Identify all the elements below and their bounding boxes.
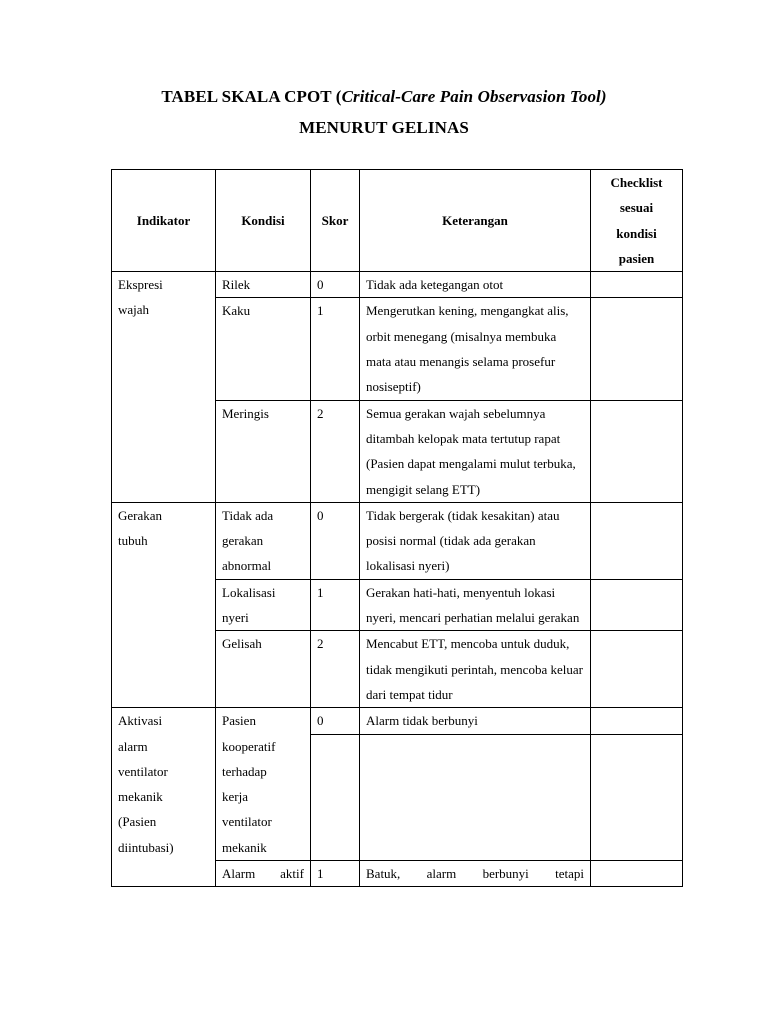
cell-checklist[interactable] [591,631,683,708]
kondisi-line: Pasien [222,713,256,729]
header-keterangan: Keterangan [360,170,591,272]
cell-keterangan: Batuk, alarm berbunyi tetapi [360,861,591,887]
cell-kondisi: Alarm aktif [216,861,311,887]
header-indikator: Indikator [112,170,216,272]
cell-keterangan: Mengerutkan kening, mengangkat alis, orbit menegang (misalnya membuka mata atau menangis selama prosefur nosiseptif) [360,298,591,400]
cell-kondisi [216,272,311,298]
cell-skor: 1 [311,298,360,400]
cell-keterangan-empty [360,735,591,861]
header-checklist [591,170,683,272]
indikator-line: Aktivasi [118,713,163,729]
title-prefix: TABEL SKALA CPOT ( [161,87,342,106]
kondisi-line: ventilator [222,814,272,830]
indikator-line: ventilator [118,763,168,779]
cell-skor: 1 [311,579,360,631]
indikator-line: diintubasi) [118,839,174,855]
kondisi-line: Lokalisasi [222,584,276,600]
cell-skor: 0 [311,502,360,579]
cell-keterangan: Tidak bergerak (tidak kesakitan) atau posisi normal (tidak ada gerakan lokalisasi nyeri) [360,502,591,579]
cell-keterangan: Gerakan hati-hati, menyentuh lokasi nyeri, mencari perhatian melalui gerakan [360,579,591,631]
header-checklist-line: Checklist [610,175,663,190]
kondisi-line: Kaku [222,303,251,319]
table-header-row [112,170,683,272]
indikator-line: (Pasien [118,814,157,830]
kondisi-line: nyeri [222,610,249,626]
header-skor: Skor [311,170,360,272]
indikator-line: tubuh [118,533,148,549]
cell-skor: 2 [311,400,360,502]
kondisi-line: Meringis [222,405,269,421]
header-kondisi: Kondisi [216,170,311,272]
title-italic: Critical-Care Pain Observasion Tool) [341,87,607,106]
cell-skor: 1 [311,861,360,887]
kondisi-line: terhadap [222,763,267,779]
kondisi-line: gerakan [222,533,264,549]
document-title [0,87,768,107]
cell-skor: 2 [311,631,360,708]
header-checklist-line: pasien [618,250,655,266]
cell-checklist[interactable] [591,579,683,631]
cell-checklist[interactable] [591,298,683,400]
cell-indikator [112,708,216,887]
indikator-line: Gerakan [118,507,163,523]
cell-kondisi [216,400,311,502]
cell-kondisi [216,708,311,861]
cell-kondisi [216,502,311,579]
indikator-line: Ekspresi [118,277,163,293]
cell-keterangan: Semua gerakan wajah sebelumnya ditambah kelopak mata tertutup rapat (Pasien dapat mengalami mulut terbuka, mengigit selang ETT) [360,400,591,502]
table-row [112,272,683,298]
cell-checklist[interactable] [591,502,683,579]
table-row [112,708,683,735]
cell-checklist[interactable] [591,735,683,861]
cell-checklist[interactable] [591,861,683,887]
kondisi-line: Tidak ada [222,507,274,523]
document-subtitle: MENURUT GELINAS [299,118,469,137]
cell-keterangan: Tidak ada ketegangan otot [360,272,591,298]
cpot-table [111,169,683,887]
cell-keterangan: Mencabut ETT, mencoba untuk duduk, tidak mengikuti perintah, mencoba keluar dari tempat tidur [360,631,591,708]
cell-skor: 0 [311,708,360,735]
cell-indikator [112,272,216,503]
indikator-line: mekanik [118,789,163,805]
kondisi-line: kerja [222,789,248,805]
kondisi-line: abnormal [222,558,272,574]
header-checklist-line: kondisi [616,225,657,241]
header-checklist-line: sesuai [619,200,654,216]
indikator-line: alarm [118,738,148,754]
kondisi-line: Gelisah [222,636,262,652]
cell-kondisi [216,579,311,631]
indikator-line: wajah [118,302,150,318]
cell-checklist[interactable] [591,272,683,298]
kondisi-line: kooperatif [222,738,276,754]
table-row [112,502,683,579]
kondisi-line: Rilek [222,277,251,293]
cell-keterangan: Alarm tidak berbunyi [360,708,591,735]
cell-skor-empty [311,735,360,861]
cell-skor: 0 [311,272,360,298]
cell-checklist[interactable] [591,708,683,735]
cell-kondisi [216,631,311,708]
cell-kondisi [216,298,311,400]
cell-checklist[interactable] [591,400,683,502]
cell-indikator [112,502,216,707]
kondisi-line: mekanik [222,839,267,855]
